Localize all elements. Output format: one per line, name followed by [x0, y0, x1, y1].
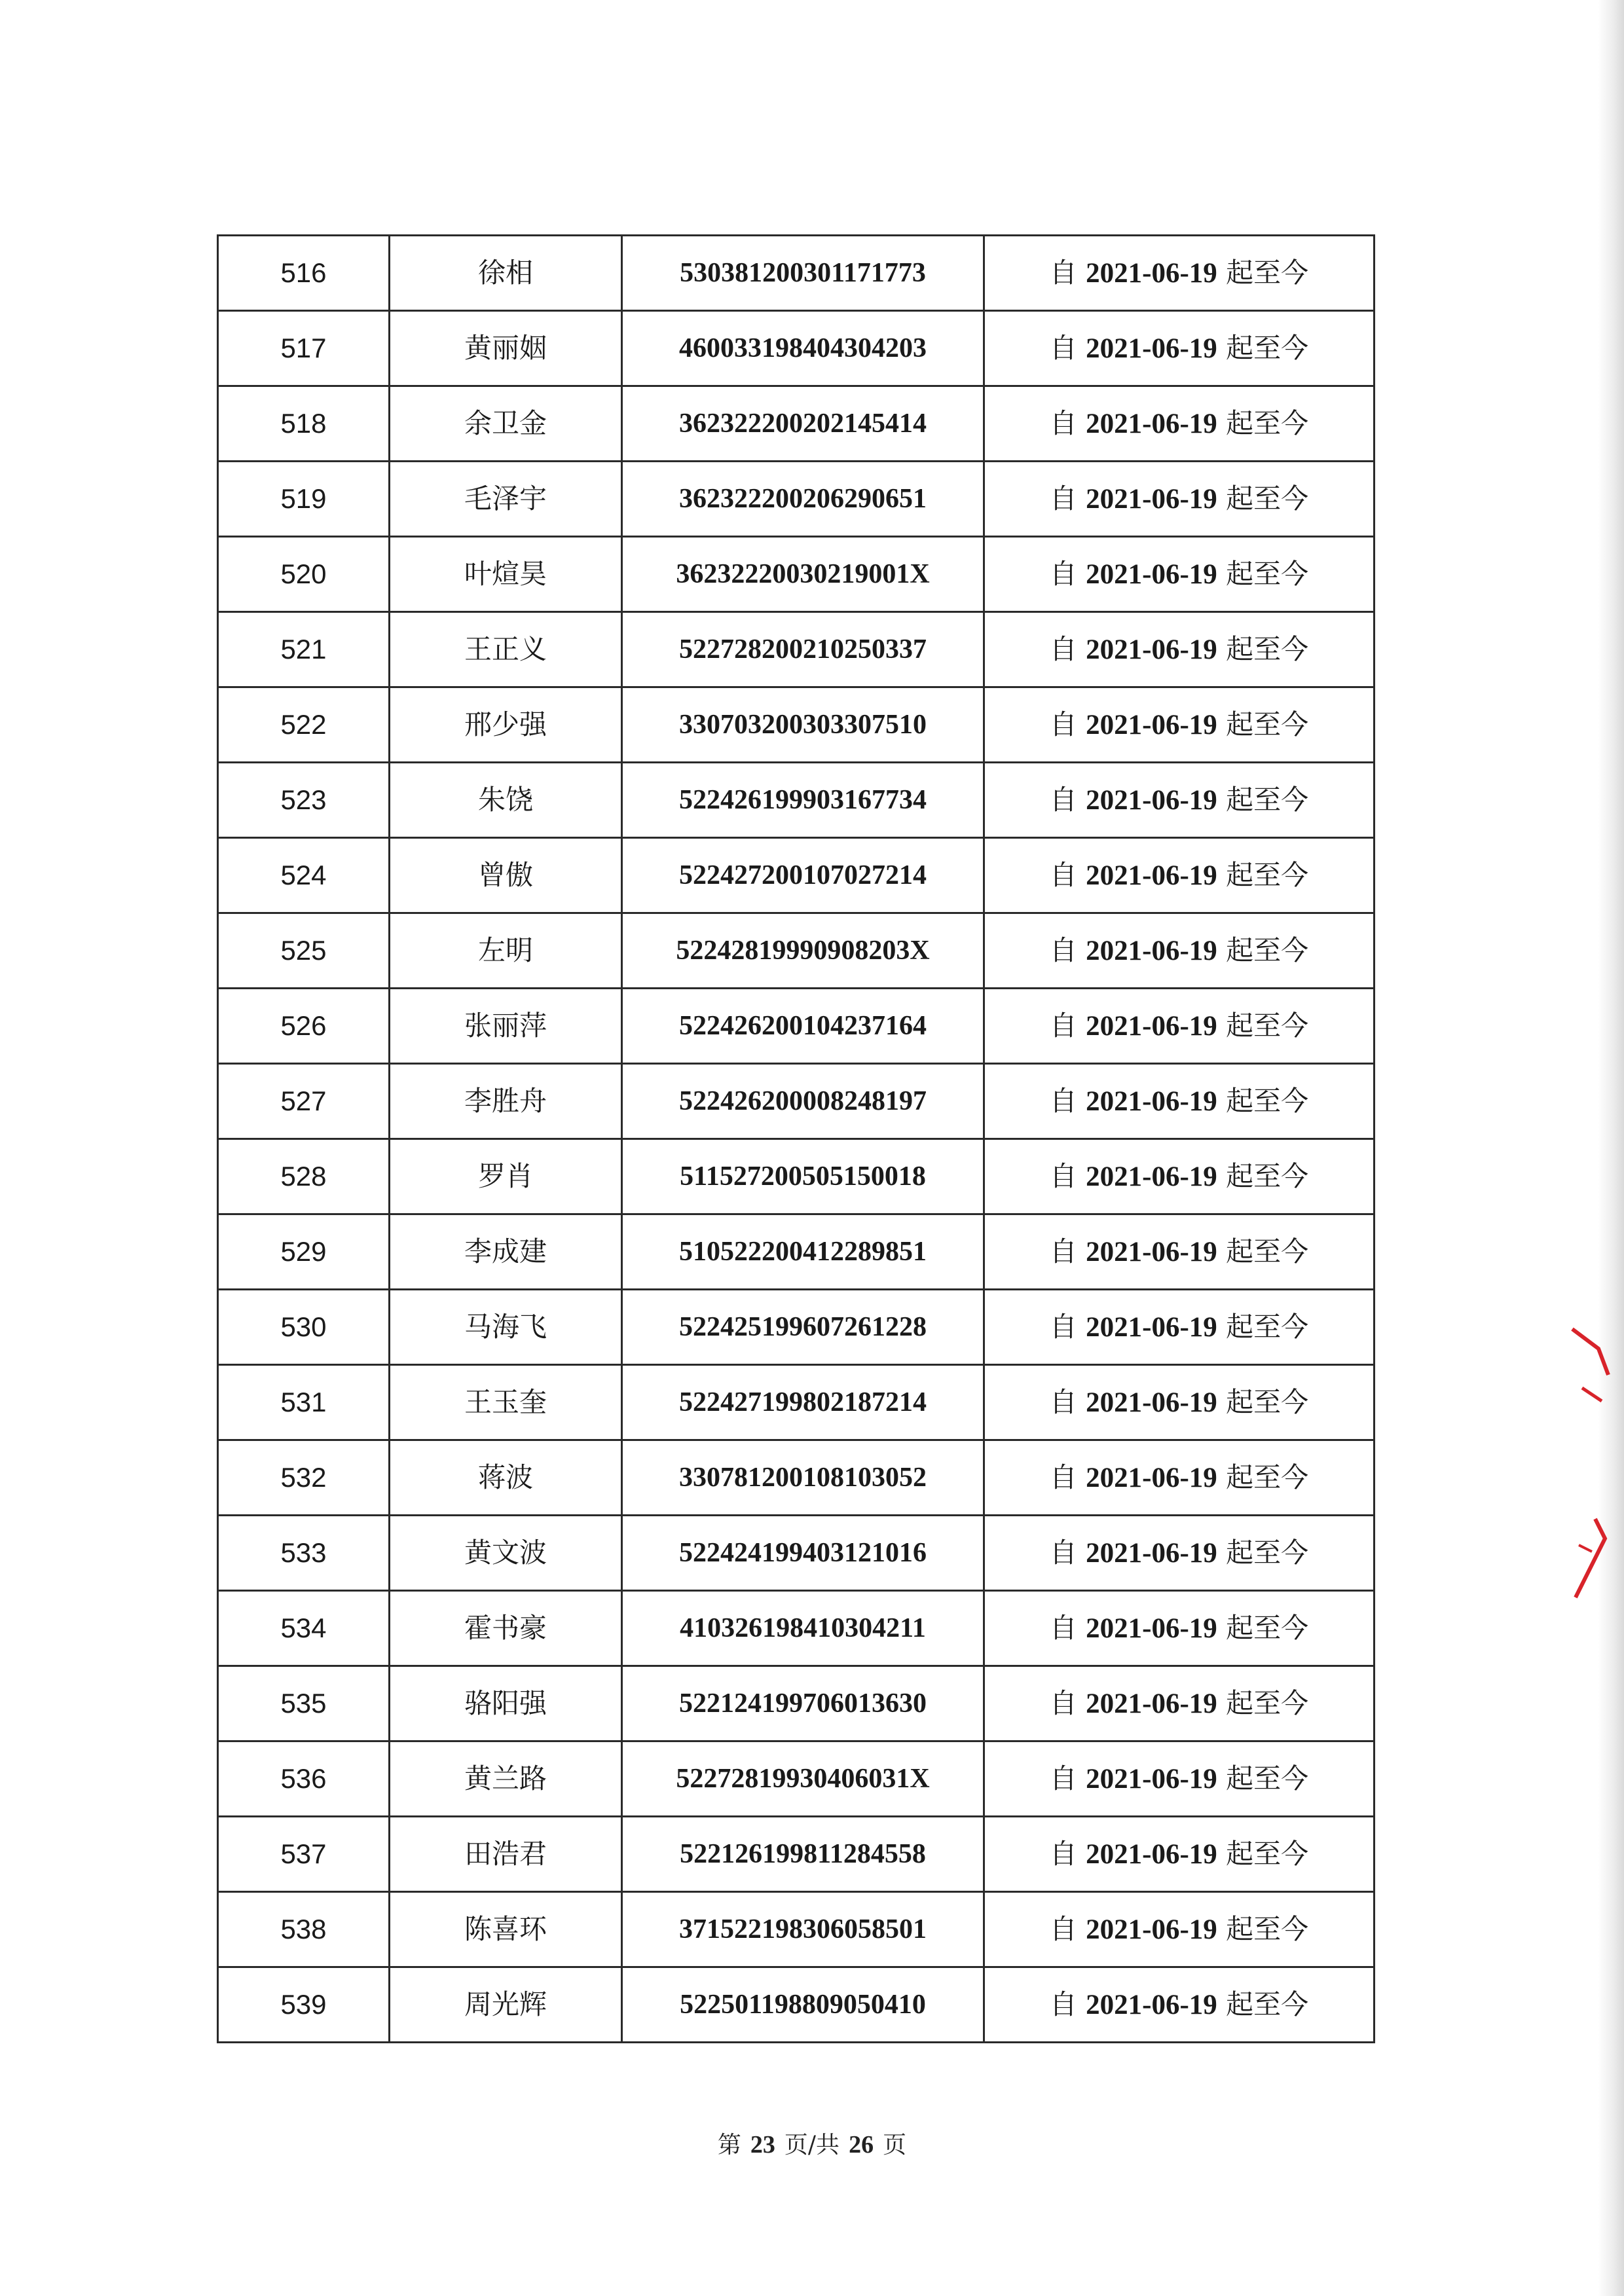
row-number-cell: 528 [218, 1139, 390, 1214]
period-date: 2021-06-19 [1086, 1838, 1217, 1870]
period-date: 2021-06-19 [1086, 408, 1217, 439]
row-number-cell: 533 [218, 1516, 390, 1591]
id-number-cell: 52272819930406031X [622, 1741, 984, 1817]
person-name-cell: 李胜舟 [390, 1064, 622, 1139]
period-date: 2021-06-19 [1086, 860, 1217, 891]
period-suffix: 起至今 [1226, 1988, 1309, 2020]
id-number-cell: 371522198306058501 [622, 1892, 984, 1967]
period-cell [984, 1817, 1375, 1892]
table-row [218, 1591, 1375, 1666]
period-date: 2021-06-19 [1086, 1387, 1217, 1418]
id-number-cell: 530381200301171773 [622, 236, 984, 311]
row-number-cell: 538 [218, 1892, 390, 1967]
period-suffix: 起至今 [1226, 1611, 1309, 1644]
table-row [218, 1064, 1375, 1139]
period-suffix: 起至今 [1226, 331, 1309, 364]
table-row [218, 1817, 1375, 1892]
period-suffix: 起至今 [1226, 1084, 1309, 1117]
period-cell [984, 989, 1375, 1064]
stamp-stroke [1572, 1329, 1608, 1375]
period-prefix: 自 [1049, 708, 1077, 740]
id-number-cell: 522126199811284558 [622, 1817, 984, 1892]
period-cell [984, 1892, 1375, 1967]
table-row [218, 1365, 1375, 1440]
table-row [218, 1892, 1375, 1967]
period-cell [984, 1064, 1375, 1139]
period-cell [984, 687, 1375, 763]
person-name-cell: 黄文波 [390, 1516, 622, 1591]
id-number-cell: 410326198410304211 [622, 1591, 984, 1666]
period-suffix: 起至今 [1226, 934, 1309, 966]
period-suffix: 起至今 [1226, 256, 1309, 289]
period-prefix: 自 [1049, 1837, 1077, 1870]
period-suffix: 起至今 [1226, 1912, 1309, 1945]
id-number-cell: 522426200104237164 [622, 989, 984, 1064]
period-suffix: 起至今 [1226, 783, 1309, 816]
period-prefix: 自 [1049, 1988, 1077, 2020]
period-prefix: 自 [1049, 256, 1077, 289]
period-date: 2021-06-19 [1086, 1311, 1217, 1343]
period-suffix: 起至今 [1226, 858, 1309, 891]
period-date: 2021-06-19 [1086, 1236, 1217, 1267]
period-date: 2021-06-19 [1086, 1989, 1217, 2020]
period-suffix: 起至今 [1226, 557, 1309, 590]
period-suffix: 起至今 [1226, 708, 1309, 740]
period-cell [984, 1967, 1375, 2043]
table-row [218, 311, 1375, 386]
period-prefix: 自 [1049, 1686, 1077, 1719]
table-row [218, 386, 1375, 462]
table-row [218, 1290, 1375, 1365]
period-cell [984, 1591, 1375, 1666]
table-row [218, 687, 1375, 763]
table-row [218, 1666, 1375, 1741]
period-prefix: 自 [1049, 1084, 1077, 1117]
id-number-cell: 522425199607261228 [622, 1290, 984, 1365]
row-number-cell: 523 [218, 763, 390, 838]
person-name-cell: 邢少强 [390, 687, 622, 763]
row-number-cell: 520 [218, 537, 390, 612]
period-suffix: 起至今 [1226, 1461, 1309, 1493]
roster-table [217, 234, 1375, 2043]
row-number-cell: 527 [218, 1064, 390, 1139]
page-number-prefix: 第 [717, 2132, 741, 2159]
period-cell [984, 1365, 1375, 1440]
period-cell [984, 1516, 1375, 1591]
period-prefix: 自 [1049, 482, 1077, 515]
row-number-cell: 535 [218, 1666, 390, 1741]
roster-table-container [217, 234, 1373, 2043]
period-suffix: 起至今 [1226, 1686, 1309, 1719]
row-number-cell: 532 [218, 1440, 390, 1516]
id-number-cell: 522427199802187214 [622, 1365, 984, 1440]
id-number-cell: 362322200206290651 [622, 462, 984, 537]
period-cell [984, 1440, 1375, 1516]
period-cell [984, 838, 1375, 913]
row-number-cell: 521 [218, 612, 390, 687]
person-name-cell: 叶煊昊 [390, 537, 622, 612]
row-number-cell: 537 [218, 1817, 390, 1892]
period-date: 2021-06-19 [1086, 1085, 1217, 1117]
period-prefix: 自 [1049, 1762, 1077, 1795]
red-stamp-fragment [1569, 1322, 1615, 1611]
person-name-cell: 朱饶 [390, 763, 622, 838]
period-cell [984, 1741, 1375, 1817]
id-number-cell: 460033198404304203 [622, 311, 984, 386]
stamp-stroke [1579, 1545, 1592, 1552]
table-row [218, 838, 1375, 913]
period-date: 2021-06-19 [1086, 333, 1217, 364]
person-name-cell: 骆阳强 [390, 1666, 622, 1741]
id-number-cell: 330781200108103052 [622, 1440, 984, 1516]
table-row [218, 1967, 1375, 2043]
person-name-cell: 陈喜环 [390, 1892, 622, 1967]
period-cell [984, 236, 1375, 311]
period-cell [984, 1666, 1375, 1741]
period-cell [984, 386, 1375, 462]
period-prefix: 自 [1049, 1235, 1077, 1267]
id-number-cell: 522728200210250337 [622, 612, 984, 687]
period-cell [984, 1290, 1375, 1365]
id-number-cell: 522426200008248197 [622, 1064, 984, 1139]
period-prefix: 自 [1049, 331, 1077, 364]
period-cell [984, 763, 1375, 838]
id-number-cell: 330703200303307510 [622, 687, 984, 763]
period-prefix: 自 [1049, 1009, 1077, 1042]
period-date: 2021-06-19 [1086, 257, 1217, 289]
period-suffix: 起至今 [1226, 1235, 1309, 1267]
table-row [218, 236, 1375, 311]
period-suffix: 起至今 [1226, 1385, 1309, 1418]
person-name-cell: 王玉奎 [390, 1365, 622, 1440]
page-footer [0, 2126, 1624, 2160]
period-cell [984, 462, 1375, 537]
roster-table-body [218, 236, 1375, 2043]
id-number-cell: 511527200505150018 [622, 1139, 984, 1214]
period-prefix: 自 [1049, 1536, 1077, 1569]
page-number-mid: 页/共 [784, 2132, 840, 2159]
person-name-cell: 罗肖 [390, 1139, 622, 1214]
table-row [218, 612, 1375, 687]
person-name-cell: 田浩君 [390, 1817, 622, 1892]
table-row [218, 1440, 1375, 1516]
person-name-cell: 霍书豪 [390, 1591, 622, 1666]
person-name-cell: 徐相 [390, 236, 622, 311]
person-name-cell: 黄丽姻 [390, 311, 622, 386]
period-prefix: 自 [1049, 858, 1077, 891]
period-prefix: 自 [1049, 557, 1077, 590]
period-cell [984, 311, 1375, 386]
period-cell [984, 913, 1375, 989]
period-suffix: 起至今 [1226, 1009, 1309, 1042]
row-number-cell: 525 [218, 913, 390, 989]
period-prefix: 自 [1049, 407, 1077, 439]
person-name-cell: 黄兰路 [390, 1741, 622, 1817]
period-suffix: 起至今 [1226, 1310, 1309, 1343]
row-number-cell: 522 [218, 687, 390, 763]
person-name-cell: 周光辉 [390, 1967, 622, 2043]
period-prefix: 自 [1049, 1310, 1077, 1343]
period-date: 2021-06-19 [1086, 1763, 1217, 1795]
period-suffix: 起至今 [1226, 1762, 1309, 1795]
period-date: 2021-06-19 [1086, 634, 1217, 665]
table-row [218, 913, 1375, 989]
stamp-stroke [1576, 1519, 1605, 1597]
period-date: 2021-06-19 [1086, 709, 1217, 740]
person-name-cell: 蒋波 [390, 1440, 622, 1516]
period-prefix: 自 [1049, 1611, 1077, 1644]
period-prefix: 自 [1049, 1159, 1077, 1192]
period-date: 2021-06-19 [1086, 1010, 1217, 1042]
id-number-cell: 52242819990908203X [622, 913, 984, 989]
row-number-cell: 519 [218, 462, 390, 537]
row-number-cell: 536 [218, 1741, 390, 1817]
row-number-cell: 516 [218, 236, 390, 311]
period-date: 2021-06-19 [1086, 483, 1217, 515]
id-number-cell: 522427200107027214 [622, 838, 984, 913]
page-number-suffix: 页 [883, 2132, 907, 2159]
period-suffix: 起至今 [1226, 1159, 1309, 1192]
id-number-cell: 510522200412289851 [622, 1214, 984, 1290]
period-prefix: 自 [1049, 1385, 1077, 1418]
table-row [218, 989, 1375, 1064]
row-number-cell: 539 [218, 1967, 390, 2043]
period-cell [984, 612, 1375, 687]
period-date: 2021-06-19 [1086, 1914, 1217, 1945]
period-prefix: 自 [1049, 1461, 1077, 1493]
period-date: 2021-06-19 [1086, 1613, 1217, 1644]
person-name-cell: 王正义 [390, 612, 622, 687]
table-row [218, 1139, 1375, 1214]
period-suffix: 起至今 [1226, 632, 1309, 665]
table-row [218, 1516, 1375, 1591]
person-name-cell: 张丽萍 [390, 989, 622, 1064]
page-number-total: 26 [849, 2131, 874, 2159]
id-number-cell: 522124199706013630 [622, 1666, 984, 1741]
row-number-cell: 524 [218, 838, 390, 913]
scan-edge-shadow [1598, 0, 1624, 2296]
person-name-cell: 左明 [390, 913, 622, 989]
period-suffix: 起至今 [1226, 1837, 1309, 1870]
page-number-current: 23 [750, 2131, 775, 2159]
period-prefix: 自 [1049, 1912, 1077, 1945]
row-number-cell: 530 [218, 1290, 390, 1365]
period-date: 2021-06-19 [1086, 1161, 1217, 1192]
table-row [218, 462, 1375, 537]
table-row [218, 1741, 1375, 1817]
period-prefix: 自 [1049, 632, 1077, 665]
table-row [218, 763, 1375, 838]
period-date: 2021-06-19 [1086, 1688, 1217, 1719]
period-suffix: 起至今 [1226, 482, 1309, 515]
id-number-cell: 36232220030219001X [622, 537, 984, 612]
person-name-cell: 李成建 [390, 1214, 622, 1290]
id-number-cell: 522426199903167734 [622, 763, 984, 838]
row-number-cell: 529 [218, 1214, 390, 1290]
period-date: 2021-06-19 [1086, 1462, 1217, 1493]
person-name-cell: 余卫金 [390, 386, 622, 462]
table-row [218, 1214, 1375, 1290]
period-date: 2021-06-19 [1086, 558, 1217, 590]
table-row [218, 537, 1375, 612]
period-suffix: 起至今 [1226, 1536, 1309, 1569]
row-number-cell: 526 [218, 989, 390, 1064]
period-suffix: 起至今 [1226, 407, 1309, 439]
row-number-cell: 517 [218, 311, 390, 386]
period-date: 2021-06-19 [1086, 1537, 1217, 1569]
period-cell [984, 1139, 1375, 1214]
period-prefix: 自 [1049, 783, 1077, 816]
period-date: 2021-06-19 [1086, 935, 1217, 966]
row-number-cell: 518 [218, 386, 390, 462]
period-date: 2021-06-19 [1086, 784, 1217, 816]
person-name-cell: 马海飞 [390, 1290, 622, 1365]
id-number-cell: 522501198809050410 [622, 1967, 984, 2043]
stamp-stroke [1582, 1388, 1602, 1401]
row-number-cell: 534 [218, 1591, 390, 1666]
period-cell [984, 1214, 1375, 1290]
row-number-cell: 531 [218, 1365, 390, 1440]
id-number-cell: 362322200202145414 [622, 386, 984, 462]
period-prefix: 自 [1049, 934, 1077, 966]
person-name-cell: 毛泽宇 [390, 462, 622, 537]
person-name-cell: 曾傲 [390, 838, 622, 913]
period-cell [984, 537, 1375, 612]
id-number-cell: 522424199403121016 [622, 1516, 984, 1591]
